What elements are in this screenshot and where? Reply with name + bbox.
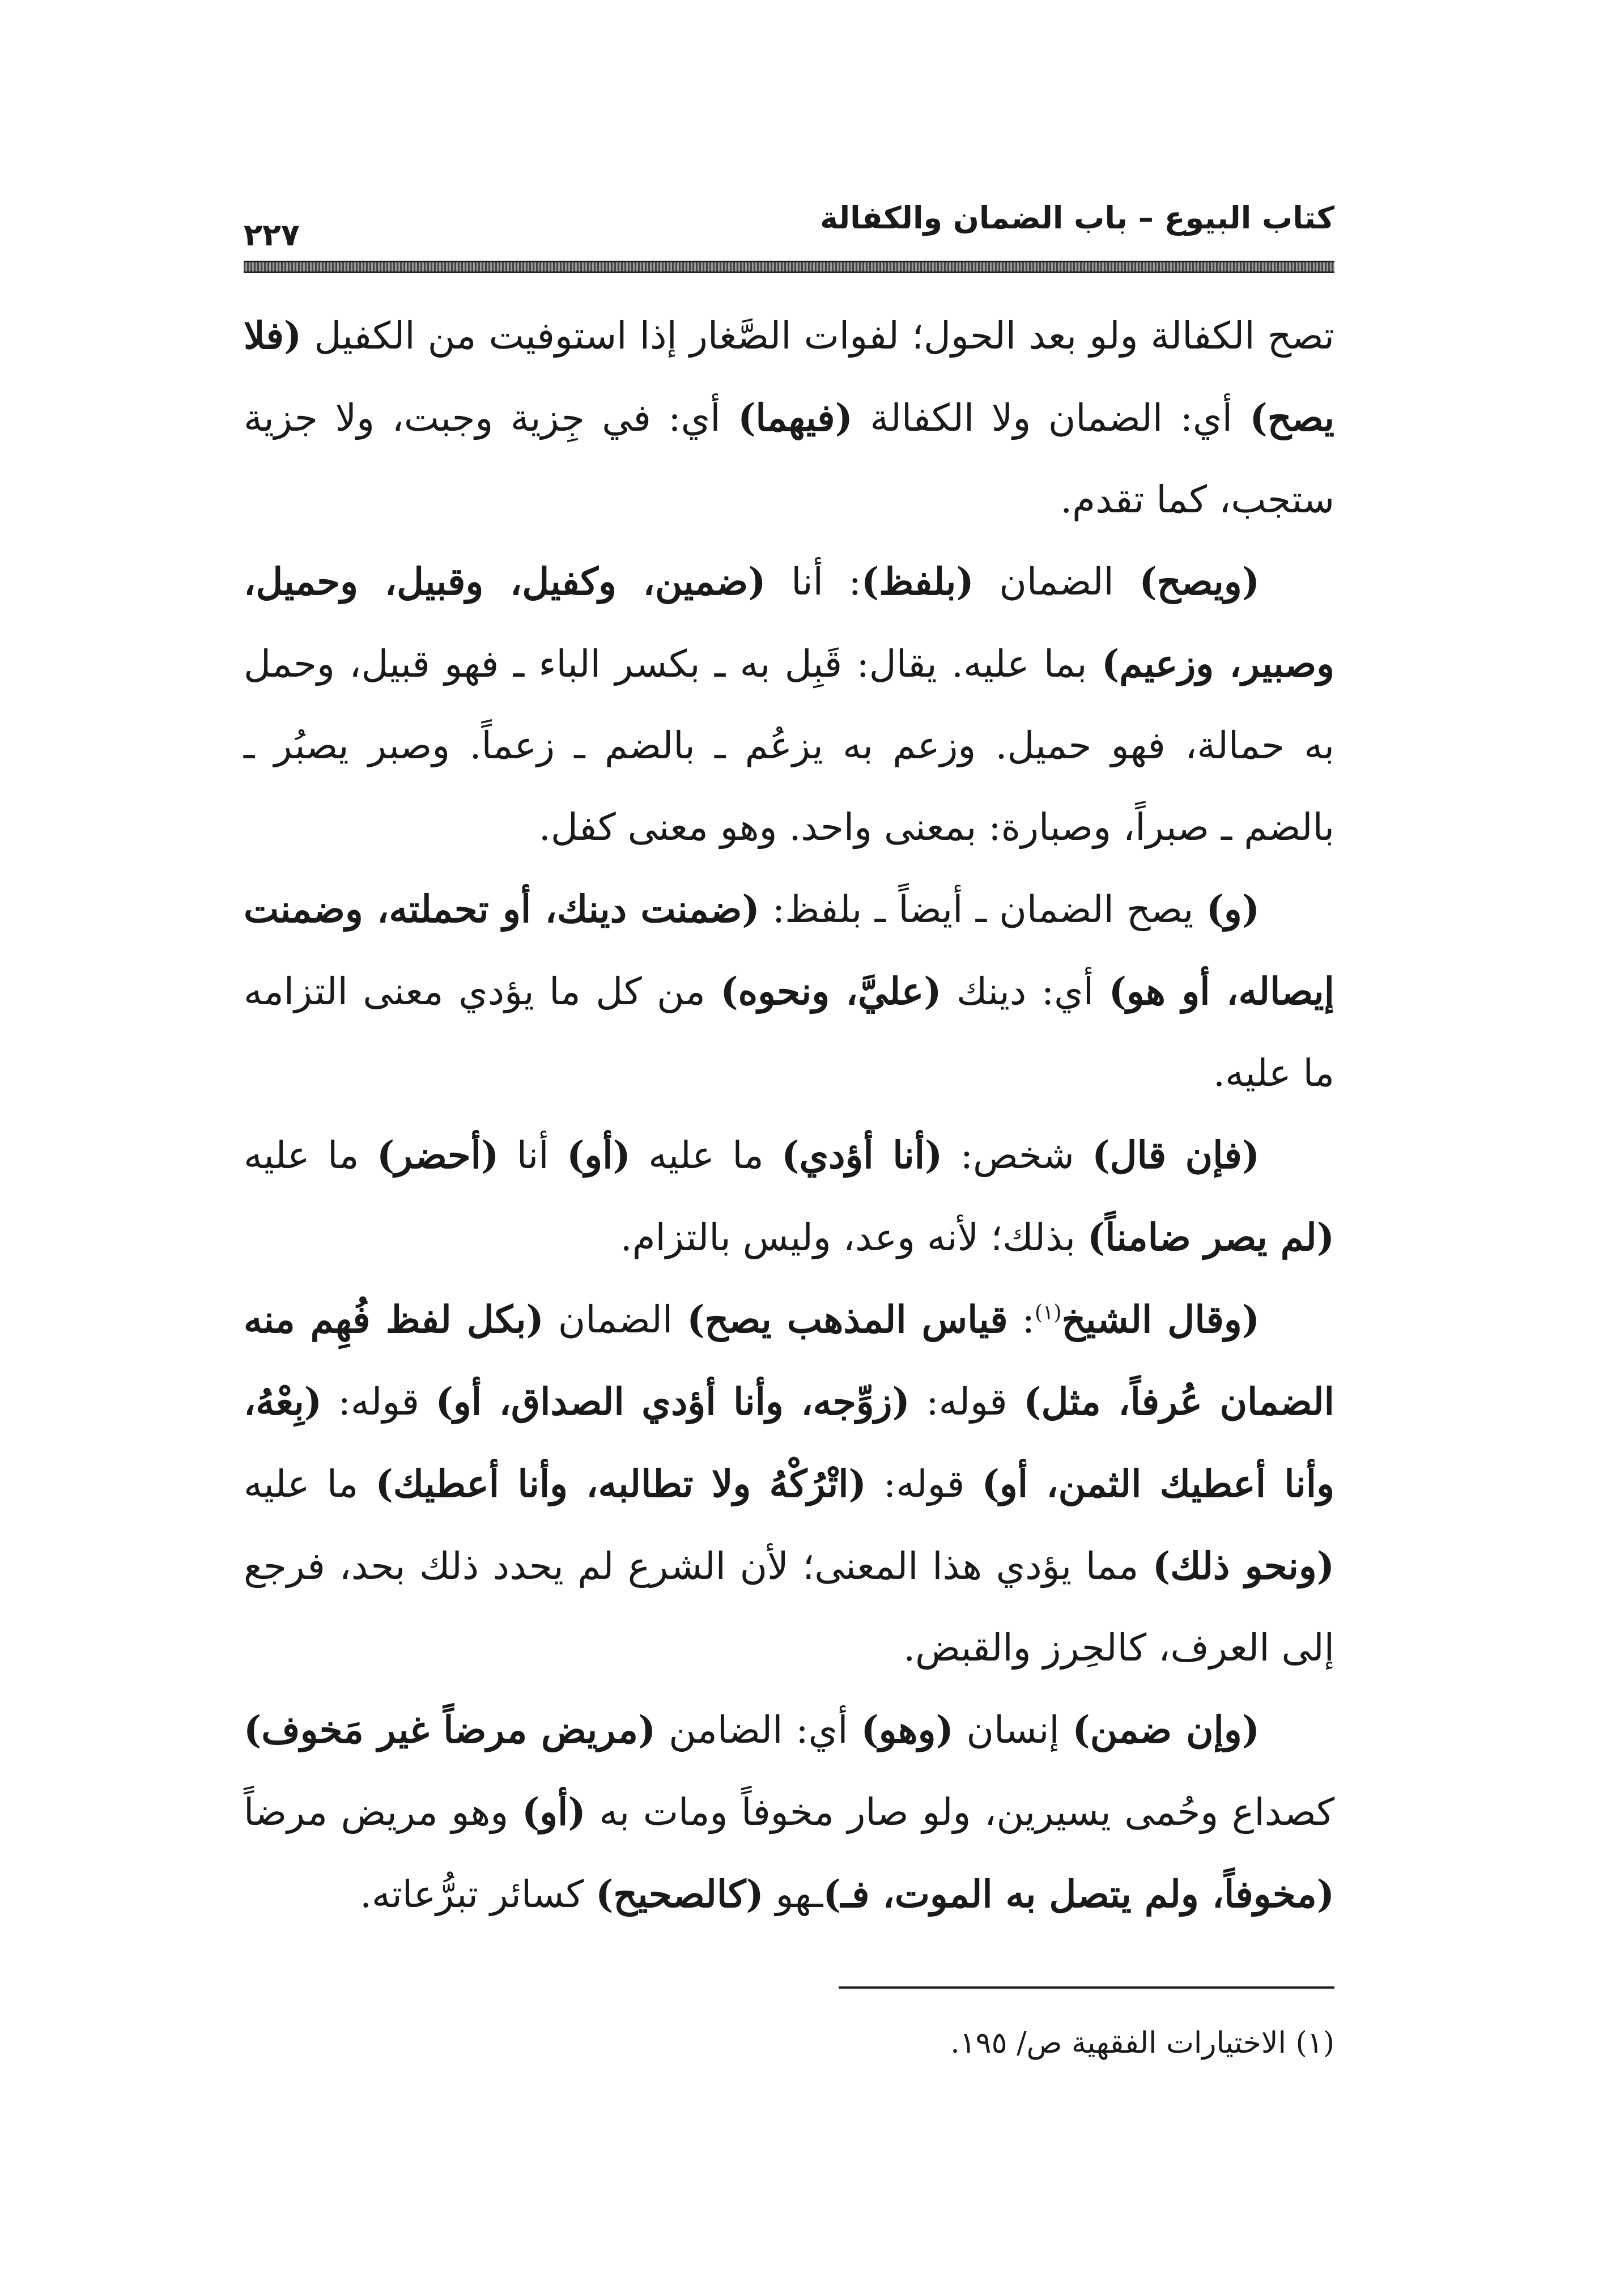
text-run: بذلك؛ لأنه وعد، وليس بالتزام.: [620, 1216, 1087, 1259]
bold-term: (مريض مرضاً غير مَخوف): [244, 1708, 656, 1752]
bold-term: قياس المذهب يصح): [687, 1297, 1008, 1341]
bold-term: (بِعْهُ، وأنا أعطيك الثمن، أو): [244, 1379, 1334, 1506]
text-run: أي: الضمان ولا الكفالة: [852, 396, 1250, 440]
footnote-separator: [839, 1986, 1334, 1989]
page-header: [244, 176, 1334, 261]
paragraph-2: [244, 541, 1334, 868]
text-run: :: [1007, 1298, 1035, 1341]
bold-term: (أو): [567, 1133, 631, 1177]
text-run: ما عليه: [244, 1462, 376, 1506]
bold-term: (ضمنت دينك، أو تحملته، وضمنت إيصاله، أو هو): [244, 887, 1334, 1013]
text-run: أي: دينك: [941, 970, 1109, 1013]
footnote: (١) الاختيارات الفقهية ص/ ١٩٥.: [950, 2026, 1334, 2060]
bold-term: (لم يصر ضامناً): [1087, 1215, 1334, 1259]
bold-term: (ويصح): [1139, 559, 1260, 604]
bold-term: (ضمين، وكفيل، وقبيل، وحميل، وصبير، وزعيم): [244, 559, 1335, 686]
text-run: الضمان: [543, 1298, 687, 1341]
bold-term: (كالصحيح): [596, 1872, 764, 1916]
text-run: كسائر تبرُّعاته.: [360, 1872, 596, 1916]
bold-term: (وهو): [861, 1708, 954, 1752]
bold-term: (بلفظ): [861, 559, 974, 604]
paragraph-4: [244, 1114, 1334, 1279]
text-run: إنسان: [953, 1708, 1073, 1752]
text-run: وهو مريض مرضاً: [244, 1790, 522, 1834]
text-run: قوله:: [322, 1380, 436, 1424]
text-run: أي: الضامن: [656, 1708, 861, 1752]
text-run: : أنا: [766, 560, 861, 604]
text-run: ـهو: [763, 1872, 823, 1916]
page-number: ٢٢٧: [244, 217, 300, 253]
main-text: [244, 295, 1334, 1935]
text-run: ما عليه: [244, 1133, 377, 1177]
bold-term: (اتْرُكْهُ ولا تطالبه، وأنا أعطيك): [375, 1462, 866, 1506]
bold-term: (زوِّجه، وأنا أؤدي الصداق، أو): [435, 1379, 910, 1424]
bold-term: (مخوفاً، ولم يتصل به الموت، فـ): [823, 1872, 1334, 1916]
header-rule: [244, 261, 1334, 273]
bold-term: (أو): [521, 1790, 586, 1834]
text-run: أي: في جِزية وجبت، ولا جزية ستجب، كما تقدم.: [244, 396, 1334, 521]
bold-term: (فيهما): [738, 396, 853, 440]
text-run: ما عليه: [630, 1133, 782, 1177]
text-run: أنا: [499, 1133, 567, 1177]
paragraph-1: [244, 295, 1334, 541]
text-run: بما عليه. يقال: قَبِل به ـ بكسر الباء ـ فهو قبيل، وحمل به حمالة، فهو حميل. وزعم به يزعُم ـ بالضم ـ زعماً. وصبر يصبُر ـ بالضم ـ صبراً، وصبارة: بمعنى واحد. وهو معنى كفل.: [244, 642, 1334, 849]
bold-term: (ونحو ذلك): [1152, 1544, 1335, 1588]
text-run: كصداع وحُمى يسيرين، ولو صار مخوفاً ومات به: [585, 1790, 1335, 1834]
text-run: شخص:: [942, 1133, 1092, 1177]
text-run: يصح الضمان ـ أيضاً ـ بلفظ:: [759, 888, 1206, 931]
footnote-marker[interactable]: (١): [1035, 1301, 1062, 1324]
bold-term: (وإن ضمن): [1072, 1708, 1260, 1752]
text-run: مما يؤدي هذا المعنى؛ لأن الشرع لم يحدد ذلك بحد، فرجع إلى العرف، كالحِرز والقبض.: [244, 1544, 1334, 1670]
text-run: الضمان: [973, 560, 1140, 604]
paragraph-3: [244, 868, 1334, 1114]
paragraph-6: [244, 1689, 1334, 1935]
bold-term: (وقال الشيخ: [1061, 1297, 1260, 1341]
bold-term: (عليَّ، ونحوه): [720, 969, 942, 1013]
paragraph-5: [244, 1279, 1334, 1689]
text-run: قوله:: [909, 1380, 1024, 1424]
bold-term: (فإن قال): [1092, 1133, 1260, 1177]
text-run: من كل ما يؤدي معنى التزامه ما عليه.: [244, 970, 1334, 1095]
bold-term: (و): [1206, 887, 1260, 931]
running-title: كتاب البيوع – باب الضمان والكفالة: [820, 200, 1334, 236]
bold-term: (فلا يصح): [244, 313, 1334, 440]
text-run: قوله:: [866, 1462, 982, 1506]
text-run: تصح الكفالة ولو بعد الحول؛ لفوات الصَّغار إذا استوفيت من الكفيل: [301, 314, 1334, 358]
bold-term: (أحضر): [377, 1133, 499, 1177]
bold-term: (أنا أؤدي): [781, 1133, 943, 1177]
bold-term: (بكل لفظ فُهِم منه الضمان عُرفاً، مثل): [244, 1297, 1334, 1424]
